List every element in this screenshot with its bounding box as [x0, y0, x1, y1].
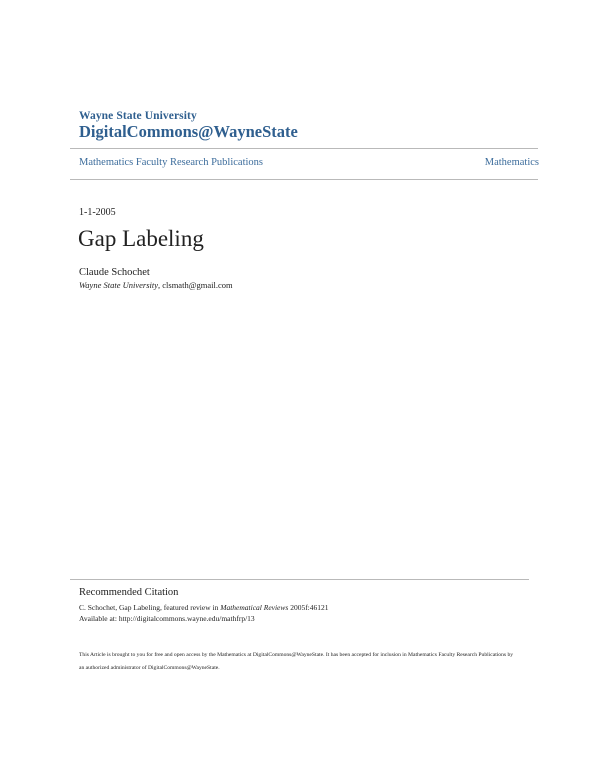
department-link[interactable]: Mathematics — [484, 157, 539, 168]
available-label: Available at: — [79, 614, 119, 623]
series-link[interactable]: Mathematics Faculty Research Publications — [79, 157, 263, 168]
affiliation-institution: Wayne State University — [79, 280, 158, 290]
citation-suffix: 2005f:46121 — [288, 603, 329, 612]
affiliation-email: , clsmath@gmail.com — [158, 280, 233, 290]
citation-prefix: C. Schochet, Gap Labeling, featured review in — [79, 603, 221, 612]
author-name: Claude Schochet — [79, 267, 150, 278]
available-url-link[interactable]: http://digitalcommons.wayne.edu/mathfrp/13 — [118, 614, 255, 623]
university-name: Wayne State University — [79, 110, 197, 122]
citation-divider — [70, 579, 529, 580]
publication-date: 1-1-2005 — [79, 207, 116, 218]
repository-name[interactable]: DigitalCommons@WayneState — [79, 122, 298, 141]
article-title: Gap Labeling — [78, 226, 204, 251]
author-affiliation — [79, 280, 233, 290]
header-divider-top — [70, 148, 538, 149]
citation-text — [79, 603, 329, 612]
access-notice: This Article is brought to you for free and open access by the Mathematics at DigitalCommons@WayneState. It has been accepted for inclusion in Mathematics Faculty Research Publications by an authorized administrator of DigitalCommons@WayneState. — [79, 652, 514, 671]
header-divider-bottom — [70, 179, 538, 180]
citation-journal: Mathematical Reviews — [220, 603, 289, 612]
availability-line — [79, 614, 255, 623]
recommended-citation-heading: Recommended Citation — [79, 587, 179, 598]
